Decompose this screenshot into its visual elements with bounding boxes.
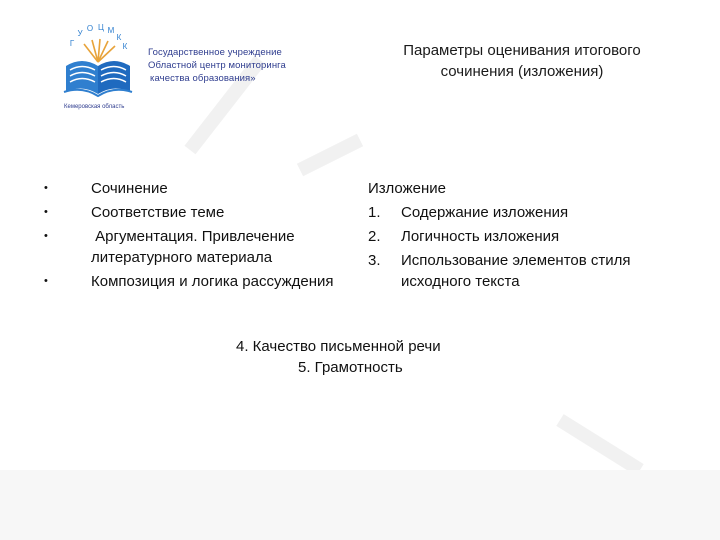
logo-letter: М (107, 26, 115, 35)
organization-name-line: Областной центр мониторинга (148, 60, 286, 71)
item-number: 1. (368, 204, 381, 221)
organization-name (148, 46, 318, 85)
bullet: • (44, 206, 48, 218)
region-label: Кемеровская область (64, 104, 125, 110)
organization-name-line: качества образования» (150, 73, 256, 84)
list-item (368, 202, 668, 223)
logo-letter: К (122, 42, 128, 51)
list-item (40, 202, 340, 223)
organization-name-line: Государственное учреждение (148, 47, 282, 58)
logo-letter: Ц (98, 23, 104, 32)
common-criterion: 4. Качество письменной речи (236, 338, 441, 355)
slide-title-line: сочинения (изложения) (440, 63, 604, 80)
list-item (40, 178, 340, 199)
list-item (40, 226, 340, 268)
essay-criterion: Аргументация. Привлечение литературного материала (91, 228, 299, 266)
slide-title (352, 40, 692, 82)
bullet: • (44, 182, 48, 194)
summary-criteria-list (368, 178, 668, 292)
list-item (40, 271, 340, 292)
summary-criterion: Использование элементов стиля исходного текста (401, 252, 631, 290)
logo-letter: Г (69, 39, 75, 48)
logo-letter: К (116, 33, 122, 42)
common-criteria (236, 336, 536, 378)
common-criterion: 5. Грамотность (298, 359, 403, 376)
summary-criterion: Содержание изложения (401, 204, 569, 221)
organization-logo (58, 22, 308, 122)
item-number: 3. (368, 252, 381, 269)
list-item (368, 226, 668, 247)
slide-title-line: Параметры оценивания итогового (403, 42, 641, 59)
item-number: 2. (368, 228, 381, 245)
list-item (368, 250, 668, 292)
essay-criterion: Композиция и логика рассуждения (91, 273, 334, 290)
essay-heading: Сочинение (91, 180, 168, 197)
bullet: • (44, 230, 48, 242)
logo-letter: О (86, 24, 94, 33)
open-book-logo-icon (58, 22, 138, 104)
essay-criteria-list (40, 178, 340, 292)
bullet: • (44, 275, 48, 287)
essay-criterion: Соответствие теме (91, 204, 225, 221)
summary-criterion: Логичность изложения (401, 228, 560, 245)
list-heading (368, 178, 668, 199)
summary-heading: Изложение (368, 180, 446, 197)
logo-letter: У (77, 29, 83, 38)
